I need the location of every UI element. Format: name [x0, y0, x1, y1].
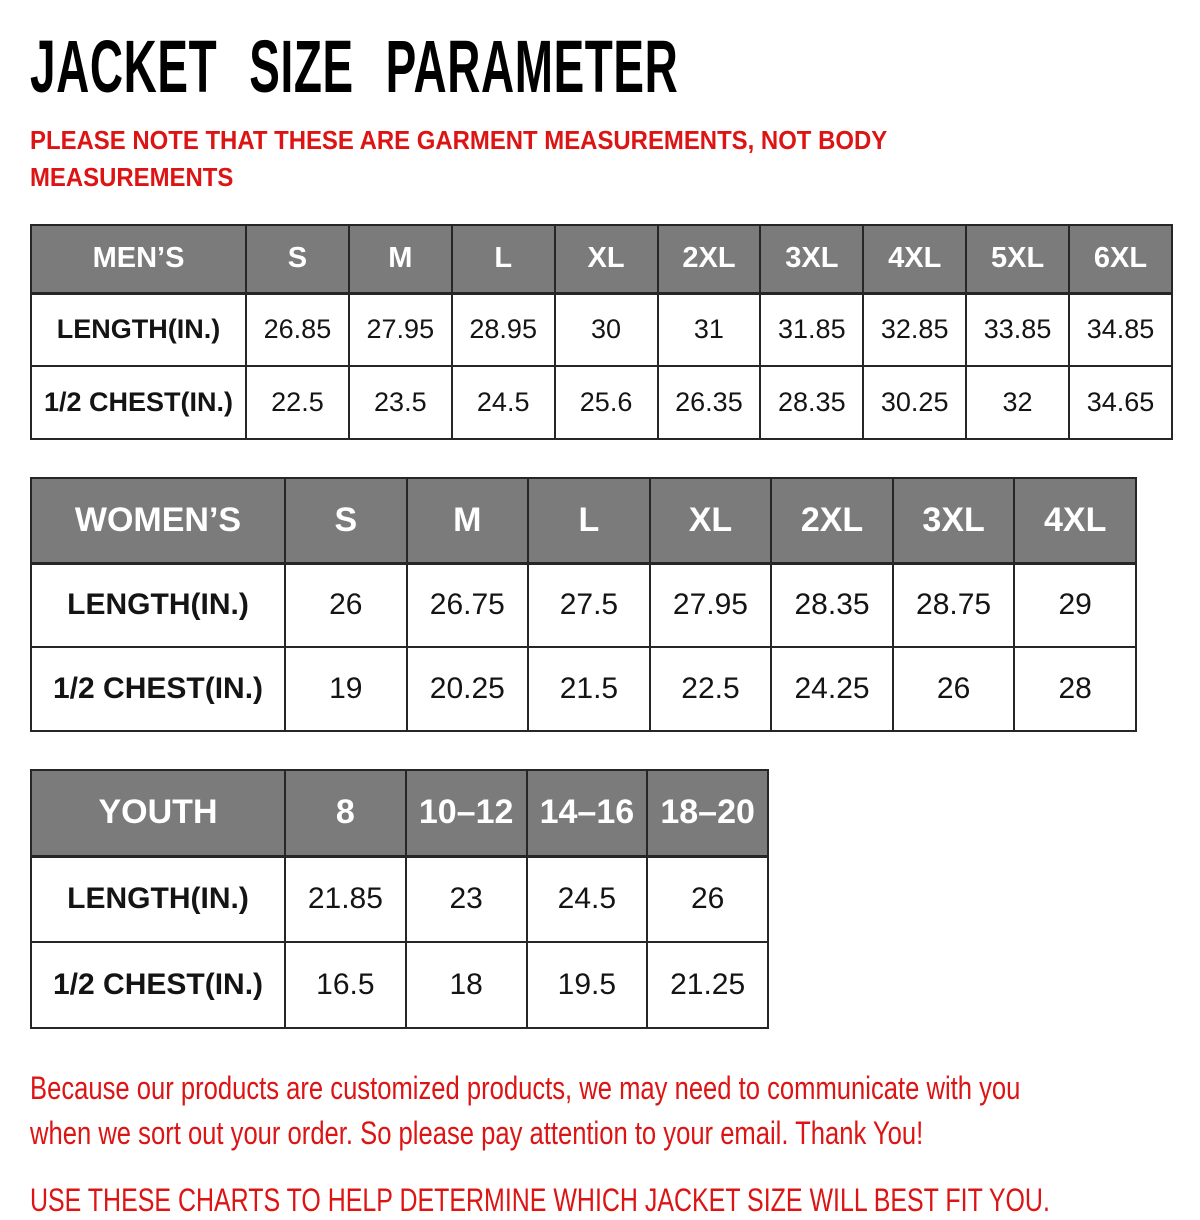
measure-value: 29	[1014, 563, 1136, 647]
measure-value: 21.5	[528, 647, 650, 731]
youth-row-1-2-chest-in	[31, 942, 768, 1028]
note-line-2: MEASUREMENTS	[30, 162, 234, 192]
mens-size-col-4xl: 4XL	[863, 225, 966, 293]
measure-value: 31	[658, 293, 761, 366]
mens-size-col-l: L	[452, 225, 555, 293]
measure-value: 28.95	[452, 293, 555, 366]
youth-row-length-in	[31, 856, 768, 942]
garment-measurement-note	[30, 122, 1079, 196]
measure-value: 26.85	[246, 293, 349, 366]
measure-value: 27.95	[349, 293, 452, 366]
mens-row-1-2-chest-in	[31, 366, 1172, 439]
measure-value: 26.75	[407, 563, 529, 647]
measure-value: 19	[285, 647, 407, 731]
measure-value: 16.5	[285, 942, 406, 1028]
youth-table-title: YOUTH	[31, 770, 285, 856]
measure-label: 1/2 CHEST(IN.)	[31, 366, 246, 439]
mens-row-length-in	[31, 293, 1172, 366]
page-title: JACKET SIZE PARAMETER	[30, 25, 679, 108]
measure-value: 28	[1014, 647, 1136, 731]
mens-size-table	[30, 224, 1173, 440]
measure-value: 24.5	[452, 366, 555, 439]
measure-value: 28.75	[893, 563, 1015, 647]
measure-value: 23.5	[349, 366, 452, 439]
youth-size-col-14-16: 14–16	[527, 770, 648, 856]
mens-size-col-3xl: 3XL	[760, 225, 863, 293]
womens-table-title: WOMEN’S	[31, 478, 285, 563]
mens-size-col-xl: XL	[555, 225, 658, 293]
measure-label: 1/2 CHEST(IN.)	[31, 647, 285, 731]
mens-size-col-2xl: 2XL	[658, 225, 761, 293]
measure-value: 26.35	[658, 366, 761, 439]
measure-label: LENGTH(IN.)	[31, 856, 285, 942]
measure-value: 19.5	[527, 942, 648, 1028]
womens-size-col-m: M	[407, 478, 529, 563]
measure-label: LENGTH(IN.)	[31, 293, 246, 366]
measure-value: 22.5	[650, 647, 772, 731]
womens-size-col-4xl: 4XL	[1014, 478, 1136, 563]
womens-size-col-2xl: 2XL	[771, 478, 893, 563]
mens-size-col-s: S	[246, 225, 349, 293]
measure-value: 34.85	[1069, 293, 1172, 366]
womens-size-col-s: S	[285, 478, 407, 563]
measure-label: 1/2 CHEST(IN.)	[31, 942, 285, 1028]
measure-value: 22.5	[246, 366, 349, 439]
measure-value: 31.85	[760, 293, 863, 366]
measure-value: 20.25	[407, 647, 529, 731]
youth-size-col-8: 8	[285, 770, 406, 856]
measure-value: 24.25	[771, 647, 893, 731]
measure-value: 27.95	[650, 563, 772, 647]
measure-value: 32	[966, 366, 1069, 439]
measure-value: 18	[406, 942, 527, 1028]
womens-size-col-xl: XL	[650, 478, 772, 563]
chart-usage-note: USE THESE CHARTS TO HELP DETERMINE WHICH JACKET SIZE WILL BEST FIT YOU.	[30, 1182, 1050, 1218]
womens-row-1-2-chest-in	[31, 647, 1136, 731]
mens-size-col-6xl: 6XL	[1069, 225, 1172, 293]
mens-table-title: MEN’S	[31, 225, 246, 293]
measure-value: 28.35	[771, 563, 893, 647]
customization-notice-line-1: Because our products are customized products, we may need to communicate with you	[30, 1070, 1021, 1106]
measure-value: 27.5	[528, 563, 650, 647]
customization-notice	[30, 1066, 1021, 1156]
youth-size-col-18-20: 18–20	[647, 770, 768, 856]
youth-header-row	[31, 770, 768, 856]
measure-value: 25.6	[555, 366, 658, 439]
note-line-1: PLEASE NOTE THAT THESE ARE GARMENT MEASUREMENTS, NOT BODY	[30, 125, 888, 155]
womens-header-row	[31, 478, 1136, 563]
measure-value: 26	[893, 647, 1015, 731]
womens-size-col-l: L	[528, 478, 650, 563]
measure-value: 21.25	[647, 942, 768, 1028]
mens-header-row	[31, 225, 1172, 293]
youth-size-table	[30, 769, 769, 1029]
measure-value: 28.35	[760, 366, 863, 439]
measure-value: 26	[647, 856, 768, 942]
womens-row-length-in	[31, 563, 1136, 647]
measure-label: LENGTH(IN.)	[31, 563, 285, 647]
mens-size-col-m: M	[349, 225, 452, 293]
measure-value: 23	[406, 856, 527, 942]
measure-value: 34.65	[1069, 366, 1172, 439]
measure-value: 32.85	[863, 293, 966, 366]
mens-size-col-5xl: 5XL	[966, 225, 1069, 293]
customization-notice-line-2: when we sort out your order. So please pay attention to your email. Thank You!	[30, 1115, 924, 1151]
measure-value: 30	[555, 293, 658, 366]
measure-value: 30.25	[863, 366, 966, 439]
measure-value: 33.85	[966, 293, 1069, 366]
womens-size-table	[30, 477, 1137, 732]
measure-value: 24.5	[527, 856, 648, 942]
measure-value: 26	[285, 563, 407, 647]
size-tables	[30, 224, 1170, 1029]
womens-size-col-3xl: 3XL	[893, 478, 1015, 563]
youth-size-col-10-12: 10–12	[406, 770, 527, 856]
measure-value: 21.85	[285, 856, 406, 942]
